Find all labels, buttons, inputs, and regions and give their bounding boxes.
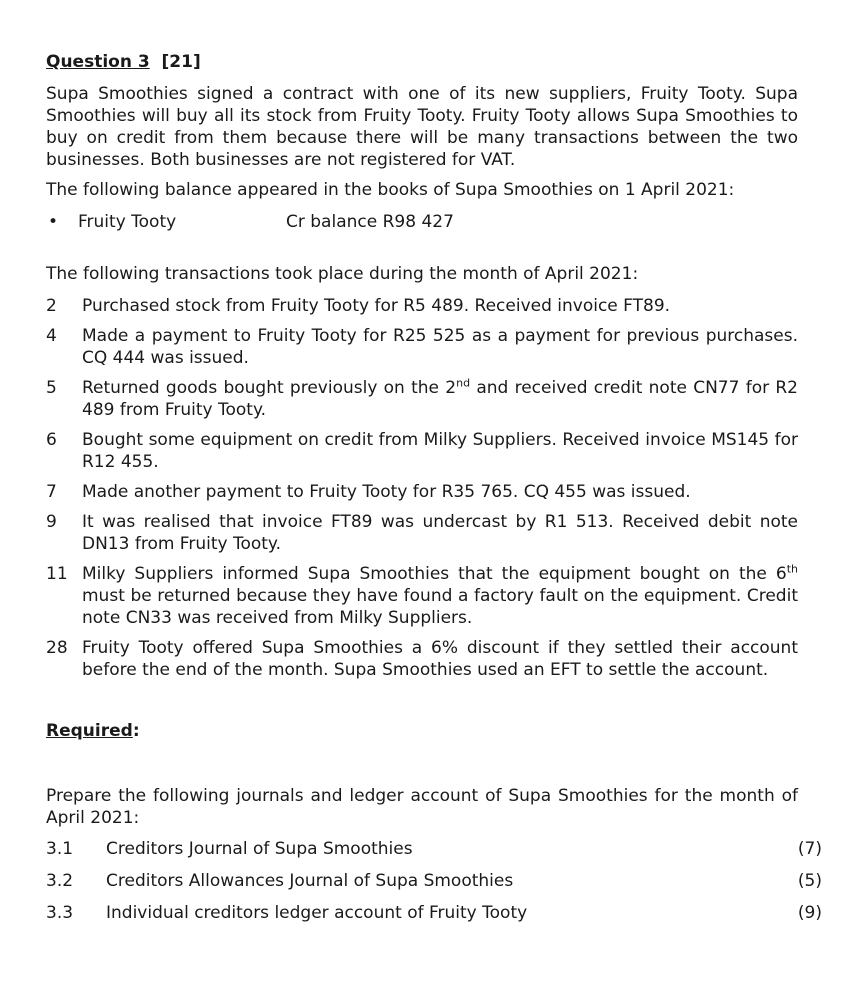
transaction-row	[46, 511, 798, 555]
transaction-day: 28	[46, 638, 68, 658]
task-row	[46, 833, 822, 865]
transaction-text: Made a payment to Fruity Tooty for R25 525 as a payment for previous purchases. CQ 444 was issued.	[82, 326, 798, 368]
transaction-text	[82, 563, 798, 629]
task-number: 3.3	[46, 903, 74, 923]
task-list	[46, 833, 822, 929]
transaction-day: 2	[46, 296, 57, 316]
task-row	[46, 897, 822, 929]
balance-account: Fruity Tooty	[78, 212, 177, 232]
intro-paragraph: Supa Smoothies signed a contract with one of its new suppliers, Fruity Tooty. Supa Smoothies will buy all its stock from Fruity Tooty. Fruity Tooty allows Supa Smoothies to buy on credit from them because there will be many transactions between the two businesses. Both businesses are not registered for VAT.	[46, 84, 798, 170]
task-label: Individual creditors ledger account of Fruity Tooty	[106, 903, 528, 923]
transaction-text: Made another payment to Fruity Tooty for R35 765. CQ 455 was issued.	[82, 482, 691, 502]
question-page	[46, 50, 822, 929]
transaction-text-part: Milky Suppliers informed Supa Smoothies that the equipment bought on the 6	[82, 564, 787, 584]
transaction-text	[82, 377, 798, 421]
transaction-day: 6	[46, 430, 57, 450]
required-label: Required	[46, 721, 133, 741]
question-heading	[46, 50, 798, 74]
transaction-text: Bought some equipment on credit from Milky Suppliers. Received invoice MS145 for R12 455.	[82, 430, 798, 472]
task-label: Creditors Journal of Supa Smoothies	[106, 839, 413, 859]
balance-line	[46, 209, 798, 235]
transactions-intro: The following transactions took place during the month of April 2021:	[46, 264, 639, 284]
task-row	[46, 865, 822, 897]
transaction-text: Fruity Tooty offered Supa Smoothies a 6% discount if they settled their account before the end of the month. Supa Smoothies used an EFT to settle the account.	[82, 638, 798, 680]
task-marks: (5)	[797, 871, 822, 891]
question-title: Question 3	[46, 52, 150, 72]
task-marks: (7)	[797, 839, 822, 859]
transaction-text: Purchased stock from Fruity Tooty for R5 489. Received invoice FT89.	[82, 296, 671, 316]
transaction-row	[46, 429, 798, 473]
transaction-text-part: Returned goods bought previously on the 2	[82, 378, 457, 398]
task-number: 3.1	[46, 839, 74, 859]
transaction-day: 7	[46, 482, 57, 502]
required-heading	[46, 719, 798, 743]
transaction-row	[46, 325, 798, 369]
transaction-text: It was realised that invoice FT89 was undercast by R1 513. Received debit note DN13 from Fruity Tooty.	[82, 512, 798, 554]
transaction-row	[46, 563, 798, 629]
question-marks: [21]	[161, 52, 201, 72]
bullet-icon: •	[48, 212, 59, 232]
task-label: Creditors Allowances Journal of Supa Smoothies	[106, 871, 514, 891]
transaction-day: 9	[46, 512, 57, 532]
required-colon: :	[132, 721, 140, 741]
transaction-row	[46, 481, 798, 503]
transaction-text-part: and received credit note CN77 for R2 489 from Fruity Tooty.	[82, 378, 798, 420]
transaction-day: 11	[46, 564, 68, 584]
balance-intro: The following balance appeared in the books of Supa Smoothies on 1 April 2021:	[46, 180, 735, 200]
transaction-day: 4	[46, 326, 57, 346]
balance-value: Cr balance R98 427	[286, 212, 454, 232]
transaction-row	[46, 637, 798, 681]
transaction-day: 5	[46, 378, 57, 398]
task-marks: (9)	[797, 903, 822, 923]
transaction-text-part: must be returned because they have found a factory fault on the equipment. Credit note CN33 was received from Milky Suppliers.	[82, 586, 798, 628]
transaction-row	[46, 295, 798, 317]
ordinal-suffix: th	[786, 562, 798, 576]
prepare-instruction: Prepare the following journals and ledger account of Supa Smoothies for the month of April 2021:	[46, 786, 798, 828]
task-number: 3.2	[46, 871, 74, 891]
ordinal-suffix: nd	[456, 376, 471, 390]
transaction-row	[46, 377, 798, 421]
